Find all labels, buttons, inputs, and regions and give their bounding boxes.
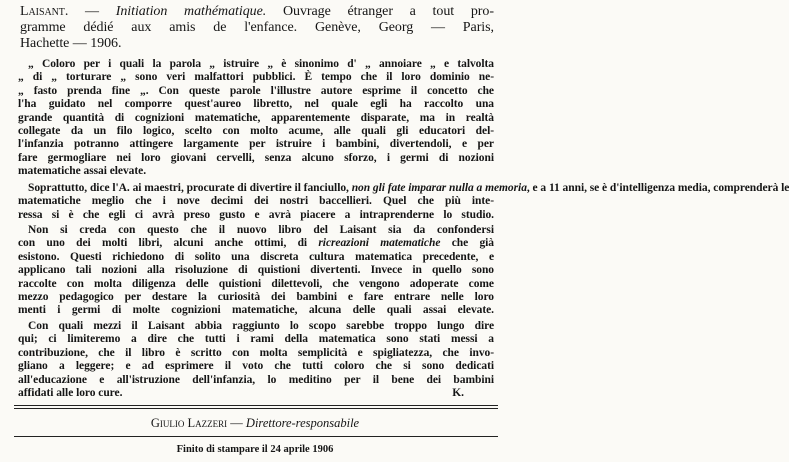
director-credit <box>0 416 510 431</box>
review-italic-phrase: ricreazioni matematiche <box>318 237 441 250</box>
review-text: con uno dei molti libri, alcuni anche ottimi, di <box>18 237 308 250</box>
review-line: Con quali mezzi il Laisant abbia raggiunto lo scopo sarebbe troppo lungo dire <box>28 320 494 332</box>
review-line: matematiche assai elevate. <box>18 165 147 178</box>
review-line: menti i germi di molte cognizioni matematiche, alcuna delle quali assai elevate. <box>18 304 494 317</box>
review-line: mezzo pedagogico per destare la curiosità dei bambini e fare entrare nelle loro <box>18 291 494 303</box>
review-line: raccolte con molta diligenza delle quistioni dilettevoli, che vengono adoperate come <box>18 277 494 290</box>
review-line: l'infanzia potranno attingere largamente per istruire i bambini, divertendoli, e per <box>18 138 494 151</box>
review-line: esistono. Questi richiedono di solito una discreta cultura matematica precedente, e <box>18 250 494 263</box>
review-heading-line-2: gramme dédié aux amis de l'enfance. Genève, Georg — Paris, <box>20 20 494 35</box>
review-line <box>18 387 464 400</box>
review-italic-phrase: non gli fate imparar nulla a memoria <box>351 182 527 194</box>
review-line: „ fasto prenda fine „. Con queste parole l'illustre autore esprime il concetto che <box>18 84 494 97</box>
print-note: Finito di stampare il 24 aprile 1906 <box>176 444 334 455</box>
review-line: grande quantità di cognizioni matematiche, apparentemente disparate, ma in realtà <box>18 111 494 124</box>
review-line <box>18 237 494 250</box>
review-line: ressa si è che egli ci avrà preso gusto e avrà piacere a intraprenderne lo studio. <box>18 208 494 221</box>
review-line: applicano tali nozioni alla risoluzione di quistioni divertenti. Invece in quello sono <box>18 264 494 277</box>
review-text: , e a 11 anni, se è d'intelligenza media, comprenderà le <box>526 182 789 194</box>
review-line: collegate da un filo logico, scelto con molto acume, alle quali gli educatori del- <box>18 125 494 137</box>
review-signature: K. <box>452 387 464 399</box>
review-line: fare germogliare nei loro giovani cervelli, senza alcuno sforzo, i germi di nozioni <box>18 151 494 164</box>
review-heading-line-3: Hachette — 1906. <box>20 36 122 51</box>
review-line: gliano a leggere; e ad esprimere il voto che tutti coloro che si sono dedicati <box>18 360 494 373</box>
review-line: l'ha guidato nel comporre quest'aureo libretto, nel quale egli ha raccolto una <box>18 98 494 111</box>
review-author: Laisant. <box>20 4 69 19</box>
review-text: affidati alle loro cure. <box>18 387 123 399</box>
review-line: „ Coloro per i quali la parola „ istruire „ è sinonimo d' „ annoiare „ e talvolta <box>28 58 494 70</box>
director-role: Direttore-responsabile <box>245 416 360 430</box>
review-line: „ di „ torturare „ sono veri malfattori pubblici. È tempo che il loro dominio ne- <box>18 71 494 84</box>
review-heading-line-1: Laisant. — Initiation mathématique. Ouvrage étranger a tout pro- <box>20 4 494 19</box>
review-heading-text: Ouvrage étranger a tout pro- <box>282 4 494 19</box>
review-line: qui; ci limiteremo a dire che tutti i rami della matematica sono stati messi a <box>18 333 494 346</box>
director-dash: — <box>230 416 243 430</box>
director-name: Giulio Lazzeri <box>150 416 228 430</box>
review-text: Soprattutto, dice l'A. ai maestri, procurate di divertire il fanciullo, <box>28 182 349 194</box>
review-line: matematiche meglio che i nove decimi dei nostri baccellieri. Quel che più inte- <box>18 195 494 208</box>
review-line: all'educazione e all'istruzione dell'infanzia, lo meditino per il bene dei bambini <box>18 373 494 386</box>
review-book-title: Initiation mathématique. <box>115 4 267 19</box>
review-line: contribuzione, che il libro è scritto con molta semplicità e spigliatezza, che invo- <box>18 346 494 359</box>
review-text: che già <box>451 237 495 250</box>
footer-rule <box>14 436 498 437</box>
review-line: Non si creda con questo che il nuovo libro del Laisant sia da confondersi <box>28 224 494 236</box>
footer-double-rule <box>14 405 498 409</box>
review-line <box>18 182 789 195</box>
